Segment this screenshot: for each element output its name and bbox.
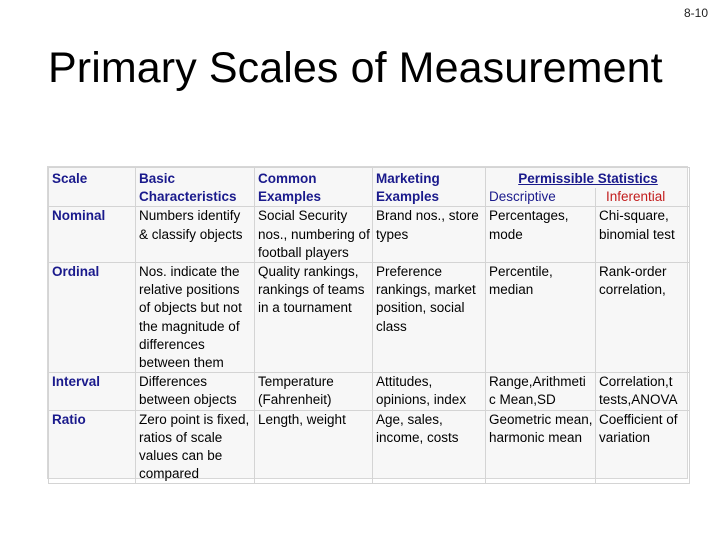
table-row <box>49 410 690 484</box>
header-permissible-statistics: Permissible Statistics <box>486 168 690 189</box>
cell-descriptive: Percentile, median <box>486 263 596 373</box>
cell-basic: Zero point is fixed, ratios of scale values can be compared <box>136 410 255 484</box>
cell-basic: Differences between objects <box>136 373 255 410</box>
header-marketing-examples: Marketing Examples <box>373 168 486 207</box>
table-row <box>49 207 690 263</box>
cell-basic: Numbers identify & classify objects <box>136 207 255 263</box>
cell-scale: Nominal <box>49 207 136 263</box>
header-descriptive: Descriptive <box>486 188 596 207</box>
table-row <box>49 263 690 373</box>
table-row <box>49 373 690 410</box>
cell-marketing: Age, sales, income, costs <box>373 410 486 484</box>
cell-inferential: Correlation,t tests,ANOVA <box>596 373 690 410</box>
header-scale: Scale <box>49 168 136 207</box>
header-inferential: Inferential <box>596 188 690 207</box>
cell-inferential: Chi-square, binomial test <box>596 207 690 263</box>
cell-inferential: Coefficient of variation <box>596 410 690 484</box>
page-number: 8-10 <box>683 6 708 20</box>
cell-common: Temperature (Fahrenheit) <box>255 373 373 410</box>
cell-basic: Nos. indicate the relative positions of objects but not the magnitude of differences between them <box>136 263 255 373</box>
cell-common: Social Security nos., numbering of football players <box>255 207 373 263</box>
cell-common: Quality rankings, rankings of teams in a tournament <box>255 263 373 373</box>
cell-descriptive: Range,Arithmeti c Mean,SD <box>486 373 596 410</box>
header-common-examples: Common Examples <box>255 168 373 207</box>
scales-table <box>48 167 690 484</box>
header-basic-characteristics: Basic Characteristics <box>136 168 255 207</box>
cell-marketing: Preference rankings, market position, social class <box>373 263 486 373</box>
scales-table-container <box>47 166 688 482</box>
cell-descriptive: Geometric mean, harmonic mean <box>486 410 596 484</box>
slide-title: Primary Scales of Measurement <box>48 44 663 92</box>
cell-inferential: Rank-order correlation, <box>596 263 690 373</box>
cell-scale: Ratio <box>49 410 136 484</box>
cell-marketing: Attitudes, opinions, index <box>373 373 486 410</box>
cell-descriptive: Percentages, mode <box>486 207 596 263</box>
cell-marketing: Brand nos., store types <box>373 207 486 263</box>
header-row-top <box>49 168 690 189</box>
cell-scale: Interval <box>49 373 136 410</box>
cell-scale: Ordinal <box>49 263 136 373</box>
cell-common: Length, weight <box>255 410 373 484</box>
